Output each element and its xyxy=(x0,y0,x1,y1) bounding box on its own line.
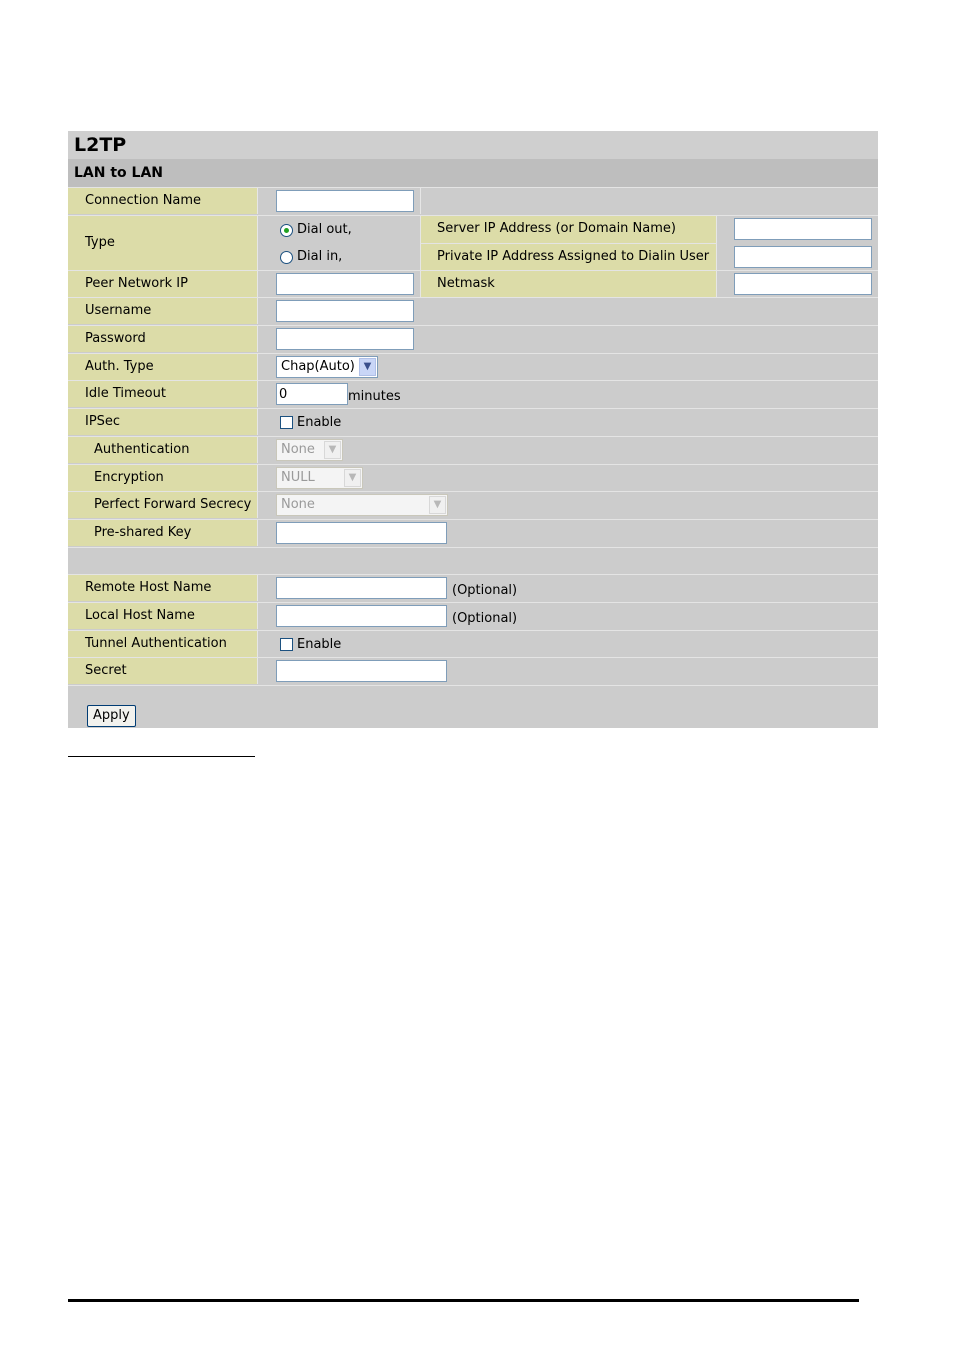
authentication-select[interactable] xyxy=(276,439,343,461)
pfs-label: Perfect Forward Secrecy xyxy=(68,492,258,518)
row-connection-name xyxy=(68,187,878,214)
row-ipsec xyxy=(68,408,878,435)
secret-label: Secret xyxy=(68,658,258,684)
row-password xyxy=(68,325,878,352)
server-ip-input[interactable] xyxy=(734,218,872,240)
page-title: L2TP xyxy=(68,131,878,159)
netmask-label: Netmask xyxy=(420,271,717,298)
server-ip-label: Server IP Address (or Domain Name) xyxy=(420,216,717,243)
row-type xyxy=(68,215,878,270)
row-tunnel-auth xyxy=(68,630,878,657)
tunnel-auth-label: Tunnel Authentication xyxy=(68,631,258,657)
row-peer-network-ip xyxy=(68,270,878,297)
connection-name-input[interactable] xyxy=(276,190,414,212)
row-preshared-key xyxy=(68,519,878,546)
secret-input[interactable] xyxy=(276,660,447,682)
dial-out-radio[interactable] xyxy=(280,224,293,237)
idle-timeout-label: Idle Timeout xyxy=(68,381,258,407)
row-local-host-name xyxy=(68,602,878,629)
row-encryption xyxy=(68,464,878,491)
local-host-name-input[interactable] xyxy=(276,605,447,627)
private-ip-label: Private IP Address Assigned to Dialin User xyxy=(420,243,717,271)
auth-type-label: Auth. Type xyxy=(68,354,258,380)
chevron-down-icon: ▼ xyxy=(359,358,376,376)
encryption-value: NULL xyxy=(281,470,315,485)
tunnel-auth-enable-label: Enable xyxy=(297,637,342,652)
ipsec-enable-label: Enable xyxy=(297,415,342,430)
pfs-value: None xyxy=(281,497,315,512)
authentication-label: Authentication xyxy=(68,437,258,463)
row-spacer xyxy=(68,547,878,574)
password-input[interactable] xyxy=(276,328,414,350)
page-footer-rule xyxy=(68,1299,859,1302)
ipsec-enable-checkbox[interactable] xyxy=(280,416,293,429)
chevron-down-icon: ▼ xyxy=(344,469,361,487)
auth-type-value: Chap(Auto) xyxy=(281,359,355,374)
remote-host-optional: (Optional) xyxy=(452,583,518,598)
peer-network-ip-input[interactable] xyxy=(276,273,414,295)
apply-button[interactable]: Apply xyxy=(87,705,136,727)
section-title: LAN to LAN xyxy=(68,159,878,187)
authentication-value: None xyxy=(281,442,315,457)
auth-type-select[interactable] xyxy=(276,356,378,378)
ipsec-label: IPSec xyxy=(68,409,258,435)
row-auth-type xyxy=(68,353,878,380)
idle-timeout-input[interactable] xyxy=(276,383,348,405)
remote-host-name-input[interactable] xyxy=(276,577,447,599)
row-idle-timeout xyxy=(68,380,878,407)
radio-selected-dot xyxy=(284,228,289,233)
dial-out-label: Dial out, xyxy=(297,222,352,237)
chevron-down-icon: ▼ xyxy=(324,441,341,459)
row-apply xyxy=(68,685,878,728)
tunnel-auth-enable-checkbox[interactable] xyxy=(280,638,293,651)
dial-in-radio[interactable] xyxy=(280,251,293,264)
chevron-down-icon: ▼ xyxy=(429,496,446,514)
type-label: Type xyxy=(68,216,258,270)
idle-timeout-unit: minutes xyxy=(348,389,401,404)
local-host-optional: (Optional) xyxy=(452,611,518,626)
divider xyxy=(420,188,421,214)
local-host-name-label: Local Host Name xyxy=(68,603,258,629)
row-remote-host-name xyxy=(68,574,878,601)
pfs-select[interactable] xyxy=(276,494,448,516)
dial-in-label: Dial in, xyxy=(297,249,343,264)
peer-network-ip-label: Peer Network IP xyxy=(68,271,258,297)
remote-host-name-label: Remote Host Name xyxy=(68,575,258,601)
footnote-rule xyxy=(68,756,255,757)
private-ip-input[interactable] xyxy=(734,246,872,268)
l2tp-panel xyxy=(68,131,878,728)
netmask-input[interactable] xyxy=(734,273,872,295)
preshared-key-input[interactable] xyxy=(276,522,447,544)
username-label: Username xyxy=(68,298,258,324)
password-label: Password xyxy=(68,326,258,352)
row-pfs xyxy=(68,491,878,518)
row-secret xyxy=(68,657,878,684)
row-username xyxy=(68,297,878,324)
encryption-label: Encryption xyxy=(68,465,258,491)
row-authentication xyxy=(68,436,878,463)
username-input[interactable] xyxy=(276,300,414,322)
preshared-key-label: Pre-shared Key xyxy=(68,520,258,546)
connection-name-label: Connection Name xyxy=(68,188,258,214)
encryption-select[interactable] xyxy=(276,467,363,489)
